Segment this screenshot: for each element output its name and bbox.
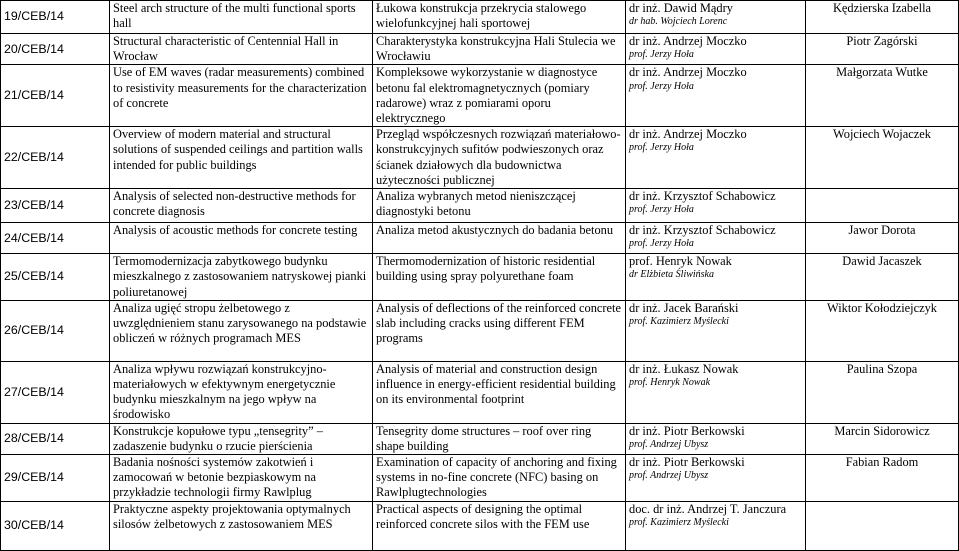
supervisor-cell	[626, 455, 806, 502]
title-b-cell: Analysis of deflections of the reinforced concrete slab including cracks using different FEM programs	[373, 300, 626, 361]
author-cell: Paulina Szopa	[806, 361, 959, 423]
co-supervisor-name: dr Elżbieta Śliwińska	[629, 269, 714, 281]
supervisor-cell	[626, 34, 806, 65]
title-b-cell: Charakterystyka konstrukcyjna Hali Stulecia we Wrocławiu	[373, 34, 626, 65]
supervisor-cell	[626, 501, 806, 550]
title-a-cell: Konstrukcje kopułowe typu „tensegrity” – zadaszenie budynku o rzucie pierścienia	[110, 423, 373, 454]
supervisor-cell	[626, 223, 806, 254]
co-supervisor-name: dr hab. Wojciech Lorenc	[629, 16, 728, 28]
thesis-id-cell: 21/CEB/14	[1, 65, 110, 127]
title-b-cell: Przegląd współczesnych rozwiązań materiałowo-konstrukcyjnych sufitów podwieszonych oraz ścianek działowych dla budownictwa użyteczności publicznej	[373, 127, 626, 189]
thesis-id-cell: 28/CEB/14	[1, 423, 110, 454]
co-supervisor-name: prof. Jerzy Hoła	[629, 204, 694, 216]
author-cell: Jawor Dorota	[806, 223, 959, 254]
table-row	[1, 423, 959, 454]
title-a-cell: Termomodernizacja zabytkowego budynku mieszkalnego z zastosowaniem natryskowej pianki poliuretanowej	[110, 254, 373, 301]
co-supervisor-name: prof. Jerzy Hoła	[629, 49, 694, 61]
author-cell: Małgorzata Wutke	[806, 65, 959, 127]
supervisor-cell	[626, 423, 806, 454]
supervisor-name: dr inż. Piotr Berkowski	[629, 455, 745, 470]
supervisor-cell	[626, 189, 806, 223]
title-b-cell: Analiza metod akustycznych do badania betonu	[373, 223, 626, 254]
title-a-cell: Analysis of selected non-destructive methods for concrete diagnosis	[110, 189, 373, 223]
table-row	[1, 1, 959, 34]
thesis-id-cell: 27/CEB/14	[1, 361, 110, 423]
supervisor-cell	[626, 65, 806, 127]
supervisor-cell	[626, 254, 806, 301]
supervisor-name: dr inż. Łukasz Nowak	[629, 361, 739, 376]
author-cell: Kędzierska Izabella	[806, 1, 959, 34]
author-cell	[806, 189, 959, 223]
supervisor-name: dr inż. Piotr Berkowski	[629, 423, 745, 438]
title-b-cell: Analiza wybranych metod nieniszczącej diagnostyki betonu	[373, 189, 626, 223]
supervisor-name: prof. Henryk Nowak	[629, 254, 732, 269]
table-row	[1, 455, 959, 502]
table-row	[1, 223, 959, 254]
supervisor-name: dr inż. Krzysztof Schabowicz	[629, 189, 776, 204]
supervisor-cell	[626, 361, 806, 423]
co-supervisor-name: prof. Andrzej Ubysz	[629, 438, 709, 450]
author-cell	[806, 501, 959, 550]
table-row	[1, 65, 959, 127]
co-supervisor-name: prof. Andrzej Ubysz	[629, 470, 709, 482]
table-row	[1, 254, 959, 301]
thesis-id-cell: 24/CEB/14	[1, 223, 110, 254]
author-cell: Piotr Zagórski	[806, 34, 959, 65]
author-cell: Wiktor Kołodziejczyk	[806, 300, 959, 361]
thesis-id-cell: 26/CEB/14	[1, 300, 110, 361]
table-row	[1, 300, 959, 361]
thesis-id-cell: 30/CEB/14	[1, 501, 110, 550]
title-a-cell: Steel arch structure of the multi functional sports hall	[110, 1, 373, 34]
thesis-id-cell: 20/CEB/14	[1, 34, 110, 65]
supervisor-name: dr inż. Andrzej Moczko	[629, 34, 747, 48]
table-row	[1, 127, 959, 189]
supervisor-cell	[626, 127, 806, 189]
thesis-id-cell: 19/CEB/14	[1, 1, 110, 34]
title-a-cell: Structural characteristic of Centennial Hall in Wrocław	[110, 34, 373, 65]
table-row	[1, 34, 959, 65]
author-cell: Dawid Jacaszek	[806, 254, 959, 301]
title-b-cell: Tensegrity dome structures – roof over ring shape building	[373, 423, 626, 454]
thesis-table-body	[1, 1, 959, 551]
co-supervisor-name: prof. Jerzy Hoła	[629, 238, 694, 250]
thesis-id-cell: 22/CEB/14	[1, 127, 110, 189]
title-b-cell: Kompleksowe wykorzystanie w diagnostyce betonu fal elektromagnetycznych (pomiary radarowe) wraz z pomiarami oporu elektrycznego	[373, 65, 626, 127]
co-supervisor-name: prof. Jerzy Hoła	[629, 142, 694, 154]
supervisor-cell	[626, 300, 806, 361]
co-supervisor-name: prof. Jerzy Hoła	[629, 80, 694, 92]
co-supervisor-name: prof. Kazimierz Myślecki	[629, 516, 729, 528]
author-cell: Wojciech Wojaczek	[806, 127, 959, 189]
supervisor-name: dr inż. Krzysztof Schabowicz	[629, 223, 776, 238]
title-a-cell: Use of EM waves (radar measurements) combined to resistivity measurements for the characterization of concrete	[110, 65, 373, 127]
thesis-id-cell: 23/CEB/14	[1, 189, 110, 223]
title-a-cell: Overview of modern material and structural solutions of suspended ceilings and partition walls intended for public buildings	[110, 127, 373, 189]
supervisor-cell	[626, 1, 806, 34]
thesis-id-cell: 29/CEB/14	[1, 455, 110, 502]
co-supervisor-name: prof. Kazimierz Myślecki	[629, 316, 729, 328]
title-a-cell: Badania nośności systemów zakotwień i zamocowań w betonie bezpiaskowym na przykładzie technologii firmy Rawlplug	[110, 455, 373, 502]
co-supervisor-name: prof. Henryk Nowak	[629, 377, 711, 389]
supervisor-name: dr inż. Dawid Mądry	[629, 1, 733, 15]
supervisor-name: dr inż. Jacek Barański	[629, 300, 739, 315]
author-cell: Marcin Sidorowicz	[806, 423, 959, 454]
supervisor-name: dr inż. Andrzej Moczko	[629, 127, 747, 142]
title-a-cell: Analiza ugięć stropu żelbetowego z uwzględnieniem stanu zarysowanego na podstawie obliczeń w różnych programach MES	[110, 300, 373, 361]
supervisor-name: doc. dr inż. Andrzej T. Janczura	[629, 501, 787, 516]
author-cell: Fabian Radom	[806, 455, 959, 502]
title-a-cell: Analysis of acoustic methods for concrete testing	[110, 223, 373, 254]
thesis-id-cell: 25/CEB/14	[1, 254, 110, 301]
table-row	[1, 189, 959, 223]
title-a-cell: Analiza wpływu rozwiązań konstrukcyjno-materiałowych w efektywnym energetycznie budynku mieszkalnym na jego wpływ na środowisko	[110, 361, 373, 423]
supervisor-name: dr inż. Andrzej Moczko	[629, 65, 747, 80]
title-b-cell: Łukowa konstrukcja przekrycia stalowego wielofunkcyjnej hali sportowej	[373, 1, 626, 34]
title-b-cell: Thermomodernization of historic residential building using spray polyurethane foam	[373, 254, 626, 301]
title-b-cell: Practical aspects of designing the optimal reinforced concrete silos with the FEM use	[373, 501, 626, 550]
title-b-cell: Analysis of material and construction design influence in energy-efficient residential building on its environmental footprint	[373, 361, 626, 423]
table-row	[1, 501, 959, 550]
title-b-cell: Examination of capacity of anchoring and fixing systems in no-fine concrete (NFC) basing on Rawlplugtechnologies	[373, 455, 626, 502]
table-row	[1, 361, 959, 423]
title-a-cell: Praktyczne aspekty projektowania optymalnych silosów żelbetowych z zastosowaniem MES	[110, 501, 373, 550]
